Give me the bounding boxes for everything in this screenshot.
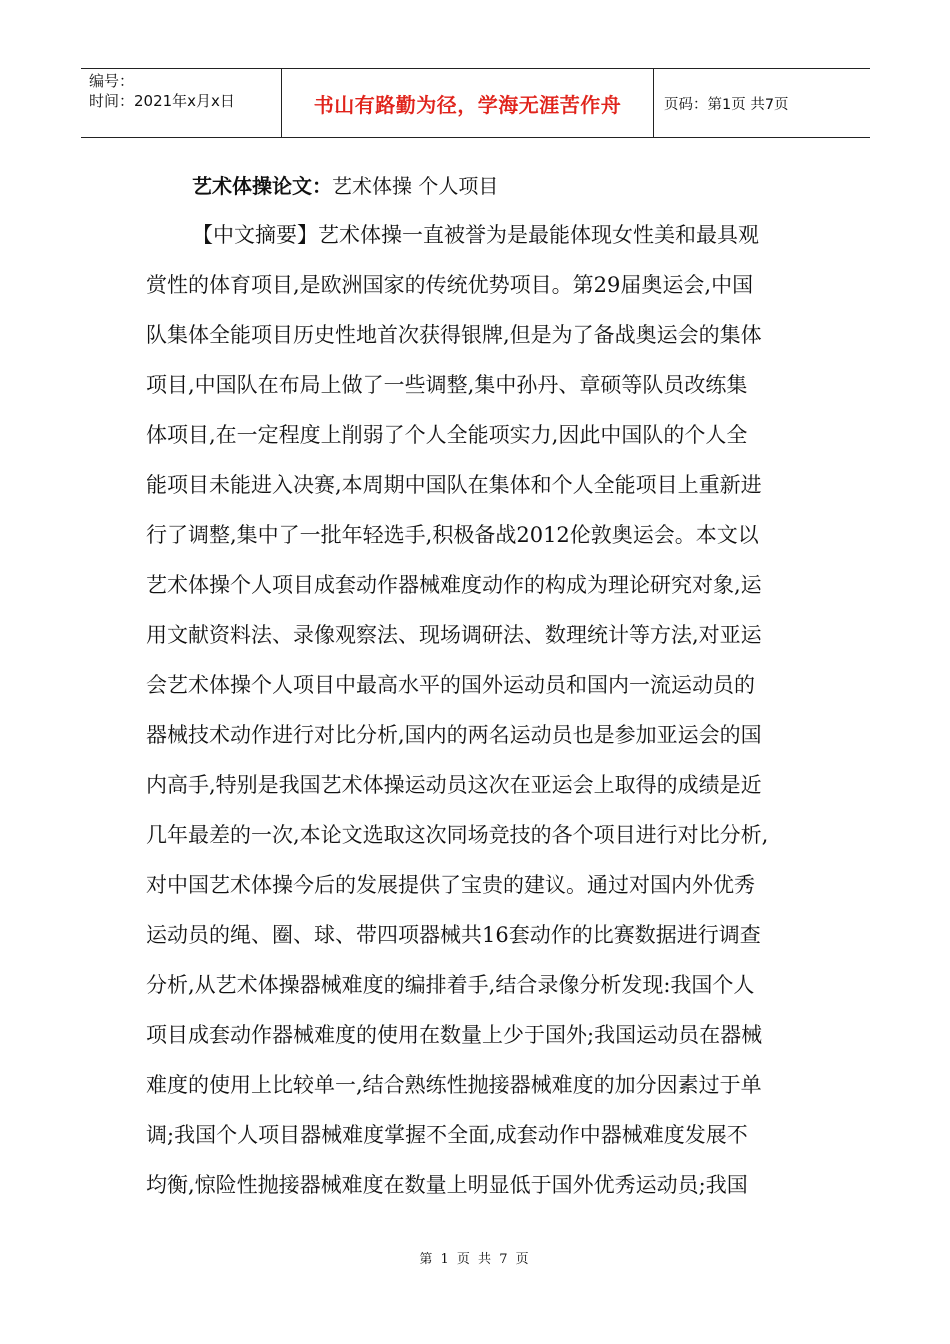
text-line: 赏性的体育项目,是欧洲国家的传统优势项目。第29届奥运会,中国	[146, 273, 754, 297]
text-line: 对中国艺术体操今后的发展提供了宝贵的建议。通过对国内外优秀	[146, 873, 755, 897]
header-page-info: 页码：第1页 共7页	[664, 96, 789, 113]
title-text: 艺术体操 个人项目	[332, 174, 499, 198]
page-footer: 第 1 页 共 7 页	[419, 1252, 531, 1267]
text-line: 能项目未能进入决赛,本周期中国队在集体和个人全能项目上重新进	[146, 473, 762, 497]
document-number-label: 编号：	[89, 72, 135, 90]
text-line: 项目,中国队在布局上做了一些调整,集中孙丹、章硕等队员改练集	[146, 373, 748, 397]
text-line: 分析,从艺术体操器械难度的编排着手,结合录像分析发现:我国个人	[146, 973, 755, 997]
text-line: 内高手,特别是我国艺术体操运动员这次在亚运会上取得的成绩是近	[146, 773, 762, 797]
header-motto: 书山有路勤为径，学海无涯苦作舟	[281, 69, 654, 137]
text-line: 【中文摘要】艺术体操一直被誉为是最能体现女性美和最具观	[192, 223, 759, 247]
text-line: 器械技术动作进行对比分析,国内的两名运动员也是参加亚运会的国	[146, 723, 762, 747]
text-line: 均衡,惊险性抛接器械难度在数量上明显低于国外优秀运动员;我国	[146, 1173, 748, 1197]
text-line: 调;我国个人项目器械难度掌握不全面,成套动作中器械难度发展不	[146, 1123, 748, 1147]
page-header	[81, 68, 870, 138]
title-prefix: 艺术体操论文：	[192, 174, 332, 198]
document-date-label: 时间：2021年x月x日	[89, 92, 235, 110]
abstract-body	[146, 210, 811, 1210]
text-line: 体项目,在一定程度上削弱了个人全能项实力,因此中国队的个人全	[146, 423, 748, 447]
text-line: 项目成套动作器械难度的使用在数量上少于国外;我国运动员在器械	[146, 1023, 763, 1047]
document-title	[192, 170, 498, 199]
text-line: 几年最差的一次,本论文选取这次同场竞技的各个项目进行对比分析,	[146, 823, 769, 847]
text-line: 行了调整,集中了一批年轻选手,积极备战2012伦敦奥运会。本文以	[146, 523, 759, 547]
header-left-cell	[81, 69, 281, 137]
text-line: 难度的使用上比较单一,结合熟练性抛接器械难度的加分因素过于单	[146, 1073, 762, 1097]
text-line: 运动员的绳、圈、球、带四项器械共16套动作的比赛数据进行调查	[146, 923, 761, 947]
text-line: 用文献资料法、录像观察法、现场调研法、数理统计等方法,对亚运	[146, 623, 762, 647]
text-line: 队集体全能项目历史性地首次获得银牌,但是为了备战奥运会的集体	[146, 323, 762, 347]
text-line: 艺术体操个人项目成套动作器械难度动作的构成为理论研究对象,运	[146, 573, 762, 597]
text-line: 会艺术体操个人项目中最高水平的国外运动员和国内一流运动员的	[146, 673, 755, 697]
